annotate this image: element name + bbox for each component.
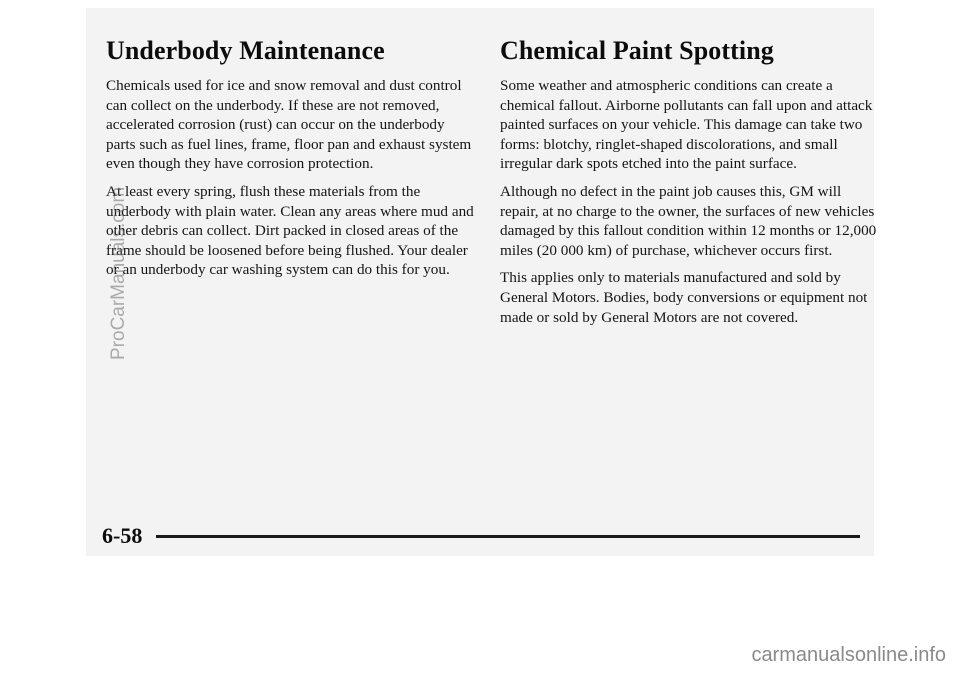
bottom-watermark: carmanualsonline.info bbox=[751, 644, 946, 666]
chemical-paint-spotting-section bbox=[500, 36, 880, 335]
manual-page bbox=[86, 8, 877, 556]
side-watermark: ProCarManuals.com bbox=[108, 186, 129, 360]
paragraph: Some weather and atmospheric conditions can create a chemical fallout. Airborne pollutants can fall upon and attack painted surfaces on your vehicle. This damage can take two forms: blotchy, ringlet-shaped discolorations, and small irregular dark spots etched into the paint surface. bbox=[500, 77, 873, 173]
section-title-underbody: Underbody Maintenance bbox=[106, 36, 385, 65]
page-number: 6-58 bbox=[102, 523, 143, 548]
section-title-paint-spotting: Chemical Paint Spotting bbox=[500, 36, 774, 65]
paragraph: Chemicals used for ice and snow removal and dust control can collect on the underbody. If these are not removed, accelerated corrosion (rust) can occur on the underbody parts such as fuel lines, frame, floor pan and exhaust system even though they have corrosion protection. bbox=[106, 77, 472, 173]
footer-rule bbox=[156, 535, 860, 538]
paragraph: Although no defect in the paint job causes this, GM will repair, at no charge to the owner, the surfaces of new vehicles damaged by this fallout condition within 12 months or 12,000 miles (20 000 km) of purchase, whichever occurs first. bbox=[500, 182, 877, 259]
paragraph: At least every spring, flush these materials from the underbody with plain water. Clean any areas where mud and other debris can collect. Dirt packed in closed areas of the frame should be loosened before being flushed. Your dealer or an underbody car washing system can do this for you. bbox=[106, 182, 474, 279]
paragraph: This applies only to materials manufactured and sold by General Motors. Bodies, body conversions or equipment not made or sold by General Motors are not covered. bbox=[500, 269, 868, 326]
underbody-maintenance-section bbox=[106, 36, 476, 288]
